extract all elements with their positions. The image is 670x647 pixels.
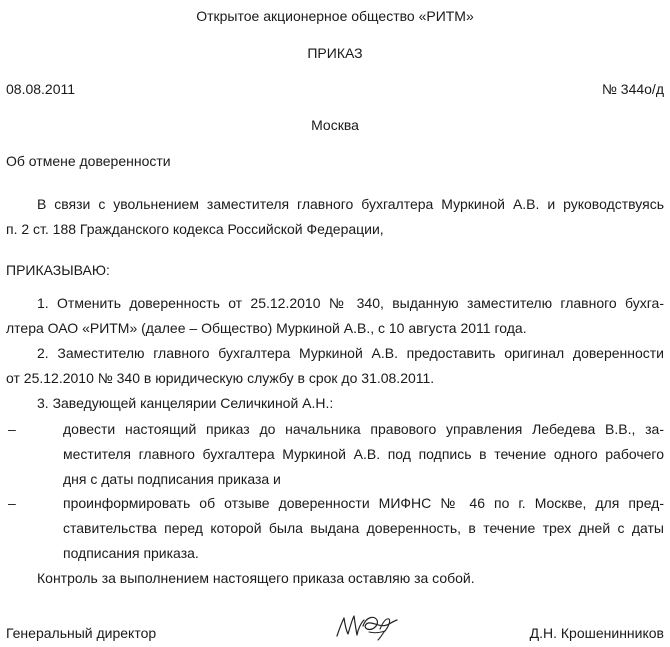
preamble-line-2: п. 2 ст. 188 Гражданского кодекса Российской Федерации, [6,221,384,237]
document-city: Москва [311,117,359,133]
subitem-1-line-3: дня с даты подписания приказа и [63,471,281,487]
item-1-line-2: лтера ОАО «РИТМ» (далее – Общество) Муркиной А.В., с 10 августа 2011 года. [6,320,527,336]
preamble-line-1: В связи с увольнением заместителя главного бухгалтера Муркиной А.В. и руководствуясь [37,196,664,212]
signatory-name: Д.Н. Крошенинников [529,625,664,641]
document-number: № 344о/д [601,81,664,97]
item-2-line-1: 2. Заместителю главного бухгалтера Муркиной А.В. предоставить оригинал доверенности [37,345,664,361]
item-1-line-1: 1. Отменить доверенность от 25.12.2010 № 340, выданную заместителю главного бухга- [37,295,664,311]
item-3-line-1: 3. Заведующей канцелярии Селичкиной А.Н.: [37,395,334,411]
subitem-1-dash: – [8,421,16,437]
subitem-1-line-2: местителя главного бухгалтера Муркиной А.В. под подпись в течение одного рабочего [63,446,664,462]
subitem-2-line-3: подписания приказа. [63,545,199,561]
control-statement: Контроль за выполнением настоящего приказа оставляю за собой. [37,570,475,586]
subitem-2-line-1: проинформировать об отзыве доверенности МИФНС № 46 по г. Москве, для пред- [63,495,664,511]
subitem-2-dash: – [8,495,16,511]
signatory-position: Генеральный директор [6,625,157,641]
item-2-line-2: от 25.12.2010 № 340 в юридическую службу в срок до 31.08.2011. [6,370,435,386]
organization-name: Открытое акционерное общество «РИТМ» [196,8,474,24]
subitem-2-line-2: ставительства перед которой была выдана доверенность, в течение трех дней с даты [63,520,664,536]
handwritten-signature [333,609,401,643]
subitem-1-line-1: довести настоящий приказ до начальника правового управления Лебедева В.В., за- [63,421,664,437]
document-date: 08.08.2011 [6,81,76,97]
document-subject: Об отмене доверенности [6,153,171,169]
document-type: ПРИКАЗ [307,45,363,61]
order-word: ПРИКАЗЫВАЮ: [6,262,110,278]
